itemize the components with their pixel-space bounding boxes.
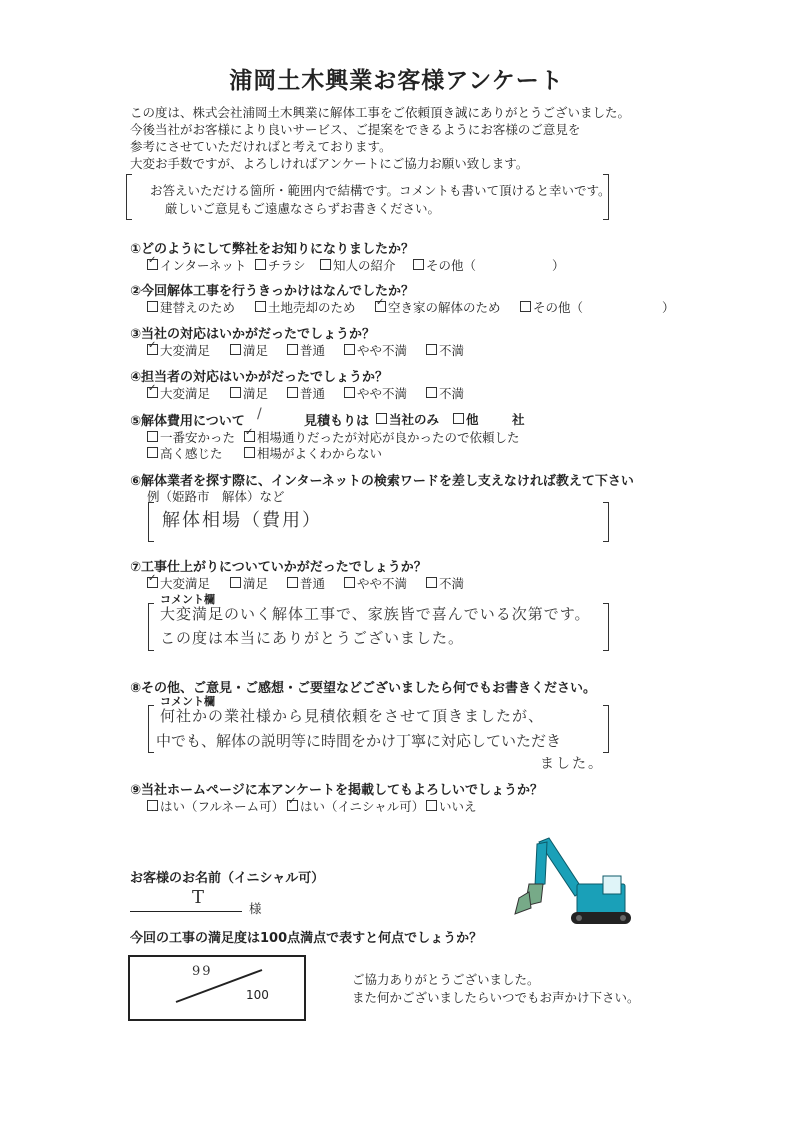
name-suffix: 様: [249, 901, 262, 916]
thanks-line-1: ご協力ありがとうございました。: [352, 972, 540, 987]
intro-line-2: 今後当社がお客様により良いサービス、ご提案をできるようにお客様のご意見を: [130, 122, 581, 137]
q6-bracket-right: [603, 502, 609, 542]
q7-comment-label: コメント欄: [160, 593, 215, 606]
q2-question: ②今回解体工事を行うきっかけはなんでしたか？: [130, 284, 415, 299]
q2-option-other[interactable]: その他（: [520, 298, 583, 316]
q7-option-somewhat-unsatisfied[interactable]: やや不満: [344, 574, 407, 592]
q9-option-full-name[interactable]: はい（フルネーム可）: [147, 797, 284, 815]
q5-estimate-suffix: 社: [512, 412, 525, 427]
q1-option-other[interactable]: その他（: [413, 256, 476, 274]
excavator-illustration: [505, 832, 635, 928]
q1-other-close: ）: [552, 258, 565, 273]
q5-estimate-other[interactable]: 他: [453, 410, 479, 428]
q6-question: ⑥解体業者を探す際に、インターネットの検索ワードを差し支えなければ教えて下さい: [130, 474, 634, 489]
q8-bracket-left: [148, 705, 154, 753]
q4-option-very-satisfied[interactable]: ✓大変満足: [147, 384, 210, 402]
note-line-1: お答えいただける箇所・範囲内で結構です。コメントも書いて頂けると幸いです。: [150, 183, 611, 198]
q2-option-vacant-house[interactable]: ✓ 空き家の解体のため: [375, 298, 501, 316]
q4-option-neutral[interactable]: 普通: [287, 384, 325, 402]
q7-comment-line-2: この度は本当にありがとうございました。: [160, 629, 465, 647]
q8-comment-line-2: 中でも、解体の説明等に時間をかけ丁寧に対応していただき: [156, 732, 562, 750]
q3-option-somewhat-unsatisfied[interactable]: やや不満: [344, 341, 407, 359]
q7-option-unsatisfied[interactable]: 不満: [426, 574, 464, 592]
q4-question: ④担当者の対応はいかがだったでしょうか？: [130, 370, 389, 385]
intro-line-4: 大変お手数ですが、よろしければアンケートにご協力お願い致します。: [130, 156, 529, 171]
q7-comment-line-1: 大変満足のいく解体工事で、家族皆で喜んでいる次第です。: [160, 605, 591, 623]
q1-option-flyer[interactable]: チラシ: [255, 256, 306, 274]
q1-option-referral[interactable]: 知人の紹介: [320, 256, 396, 274]
q5-estimate-label: 見積もりは: [304, 414, 370, 429]
q3-option-satisfied[interactable]: 満足: [230, 341, 268, 359]
q6-answer-handwritten: 解体相場（費用）: [162, 510, 322, 531]
q4-option-somewhat-unsatisfied[interactable]: やや不満: [344, 384, 407, 402]
survey-title: 浦岡土木興業お客様アンケート: [229, 68, 564, 94]
q2-other-close: ）: [662, 300, 675, 315]
q4-option-unsatisfied[interactable]: 不満: [426, 384, 464, 402]
q5-option-market-price-good-service[interactable]: ✓ 相場通りだったが対応が良かったので依頼した: [244, 428, 520, 446]
q7-bracket-left: [148, 603, 154, 651]
q8-comment-line-3: ました。: [540, 756, 604, 772]
q5-slash-mark: /: [257, 406, 262, 422]
q8-comment-line-1: 何社かの業社様から見積依頼をさせて頂きましたが、: [160, 707, 545, 725]
name-underline: [130, 911, 242, 912]
q7-option-neutral[interactable]: 普通: [287, 574, 325, 592]
q3-option-neutral[interactable]: 普通: [287, 341, 325, 359]
q7-bracket-right: [603, 603, 609, 651]
q4-option-satisfied[interactable]: 満足: [230, 384, 268, 402]
note-bracket-left: [126, 174, 132, 220]
q5-question: ⑤解体費用について: [130, 414, 245, 429]
q8-bracket-right: [603, 705, 609, 753]
q8-comment-label: コメント欄: [160, 695, 215, 708]
q1-option-internet[interactable]: ✓インターネット: [147, 256, 246, 274]
q8-question: ⑧その他、ご意見・ご感想・ご要望などございましたら何でもお書きください。: [130, 681, 597, 696]
note-line-2: 厳しいご意見もご遠慮なさらずお書きください。: [165, 201, 441, 216]
q5-option-expensive[interactable]: 高く感じた: [147, 444, 223, 462]
q9-option-no[interactable]: いいえ: [426, 797, 477, 815]
q7-option-very-satisfied[interactable]: ✓大変満足: [147, 574, 210, 592]
q7-question: ⑦工事仕上がりについていかがだったでしょうか？: [130, 560, 427, 575]
q5-estimate-only-us[interactable]: 当社のみ: [376, 410, 439, 428]
q3-question: ③当社の対応はいかがだったでしょうか？: [130, 327, 376, 342]
score-max: 100: [246, 988, 269, 1002]
q2-option-rebuild[interactable]: 建替えのため: [147, 298, 235, 316]
q7-option-satisfied[interactable]: 満足: [230, 574, 268, 592]
q9-option-initials[interactable]: ✓ はい（イニシャル可）: [287, 797, 424, 815]
q5-option-unknown-market[interactable]: 相場がよくわからない: [244, 444, 382, 462]
q5-option-cheapest[interactable]: 一番安かった: [147, 428, 235, 446]
q6-example: 例（姫路市 解体）など: [147, 489, 285, 504]
q1-question: ①どのようにして弊社をお知りになりましたか？: [130, 242, 415, 257]
intro-line-1: この度は、株式会社浦岡土木興業に解体工事をご依頼頂き誠にありがとうございました。: [130, 105, 631, 120]
name-label: お客様のお名前（イニシャル可）: [130, 871, 325, 886]
q3-option-very-satisfied[interactable]: ✓大変満足: [147, 341, 210, 359]
q3-option-unsatisfied[interactable]: 不満: [426, 341, 464, 359]
score-question: 今回の工事の満足度は100点満点で表すと何点でしょうか？: [130, 931, 483, 946]
name-value-handwritten[interactable]: T: [192, 887, 207, 908]
intro-line-3: 参考にさせていただければと考えております。: [130, 139, 392, 154]
thanks-line-2: また何かございましたらいつでもお声かけ下さい。: [352, 990, 640, 1005]
q9-question: ⑨当社ホームページに本アンケートを掲載してもよろしいでしょうか？: [130, 783, 543, 798]
q6-bracket-left: [148, 502, 154, 542]
q2-option-land-sale[interactable]: 土地売却のため: [255, 298, 356, 316]
score-value-handwritten: 99: [192, 964, 213, 979]
